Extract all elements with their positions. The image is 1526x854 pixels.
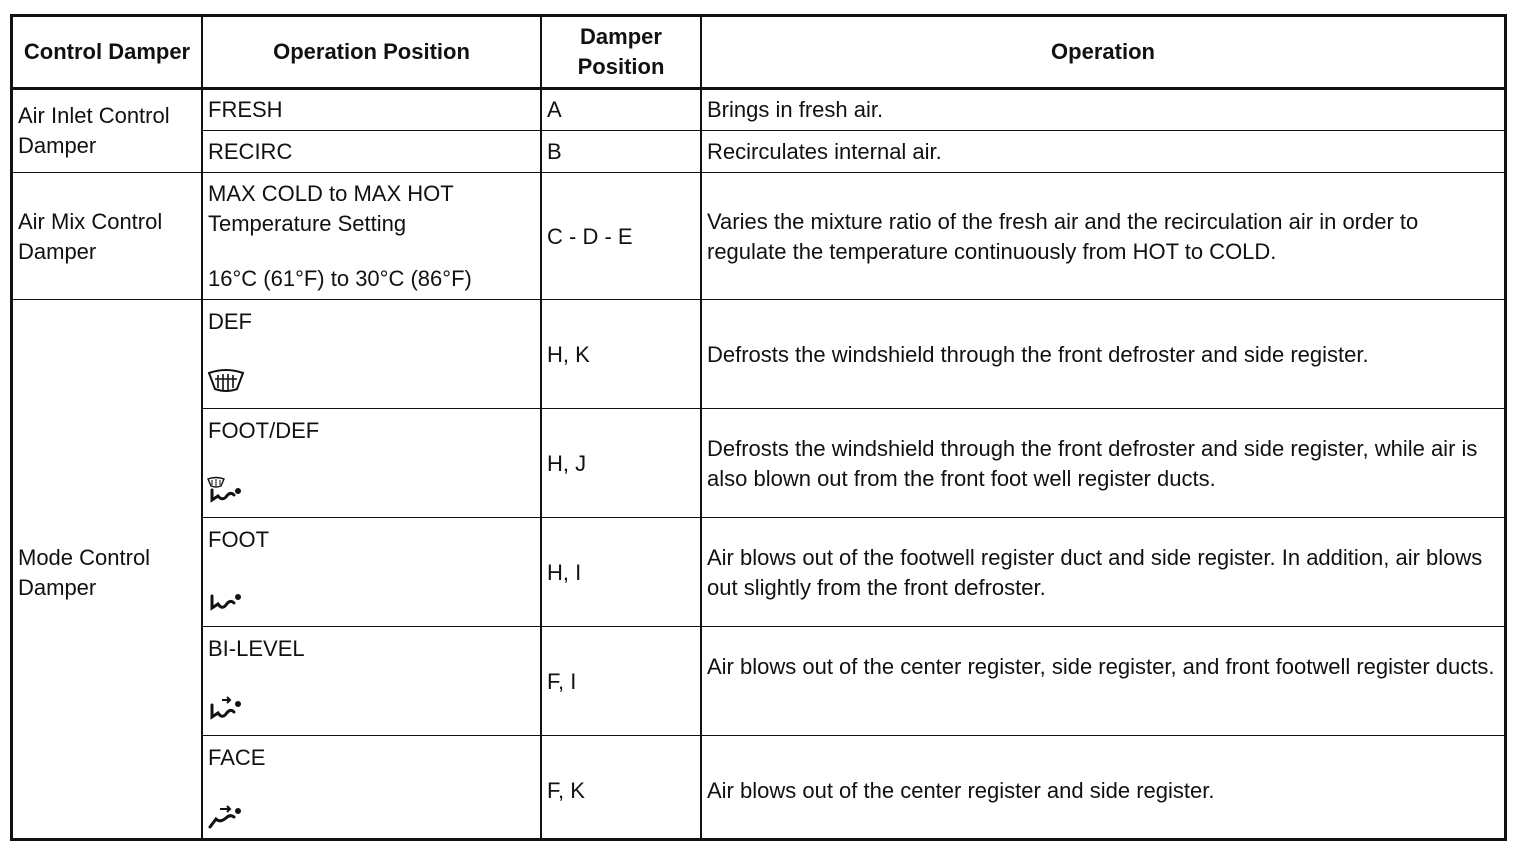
- row-divider: [10, 172, 1507, 173]
- damper-pos-air-mix: C - D - E: [547, 224, 633, 249]
- header-operation: Operation: [1051, 39, 1155, 64]
- position-def: DEF: [208, 309, 252, 334]
- operation-foot-def: Defrosts the windshield through the front defroster and side register, while air is also blown out from the front foot well register ducts.: [707, 436, 1478, 491]
- operation-recirc: Recirculates internal air.: [707, 139, 942, 164]
- damper-pos-def: H, K: [547, 342, 590, 367]
- column-divider: [201, 14, 203, 841]
- row-divider: [10, 299, 1507, 300]
- foot-icon: [206, 584, 246, 614]
- operation-bi-level: Air blows out of the center register, side register, and front footwell register ducts.: [707, 654, 1495, 679]
- position-bi-level: BI-LEVEL: [208, 636, 305, 661]
- damper-mode: Mode Control Damper: [18, 545, 151, 600]
- damper-air-inlet: Air Inlet Control Damper: [18, 103, 170, 158]
- row-divider: [201, 130, 1507, 131]
- header-divider: [10, 87, 1507, 90]
- damper-pos-bi-level: F, I: [547, 669, 577, 694]
- damper-pos-foot-def: H, J: [547, 451, 587, 476]
- row-divider: [201, 408, 1507, 409]
- position-fresh: FRESH: [208, 97, 283, 122]
- row-divider: [201, 626, 1507, 627]
- defrost-icon: [206, 366, 246, 396]
- bi-level-icon: [206, 693, 246, 723]
- operation-air-mix: Varies the mixture ratio of the fresh air and the recirculation air in order to regulate the temperature continuously from HOT to COLD.: [707, 209, 1419, 264]
- damper-pos-fresh: A: [547, 97, 562, 122]
- operation-def: Defrosts the windshield through the front defroster and side register.: [707, 342, 1369, 367]
- header-control-damper: Control Damper: [23, 39, 191, 64]
- position-foot: FOOT: [208, 527, 270, 552]
- column-divider: [540, 14, 542, 841]
- row-divider: [201, 517, 1507, 518]
- header-operation-position: Operation Position: [273, 39, 470, 64]
- damper-air-mix: Air Mix Control Damper: [18, 209, 163, 264]
- operation-foot: Air blows out of the footwell register duct and side register. In addition, air blows out slightly from the front defroster.: [707, 545, 1483, 600]
- position-foot-def: FOOT/DEF: [208, 418, 320, 443]
- position-temp-setting: MAX COLD to MAX HOT Temperature Setting: [208, 181, 454, 236]
- face-icon: [206, 801, 246, 831]
- foot-defrost-icon: [206, 475, 246, 505]
- operation-fresh: Brings in fresh air.: [707, 97, 884, 122]
- operation-face: Air blows out of the center register and side register.: [707, 778, 1215, 803]
- column-divider: [700, 14, 702, 841]
- row-divider: [201, 735, 1507, 736]
- damper-pos-foot: H, I: [547, 560, 582, 585]
- header-damper-position: Damper Position: [577, 24, 665, 79]
- position-face: FACE: [208, 745, 266, 770]
- position-temp-range: 16°C (61°F) to 30°C (86°F): [208, 266, 472, 291]
- damper-pos-recirc: B: [547, 139, 562, 164]
- position-recirc: RECIRC: [208, 139, 293, 164]
- damper-pos-face: F, K: [547, 778, 585, 803]
